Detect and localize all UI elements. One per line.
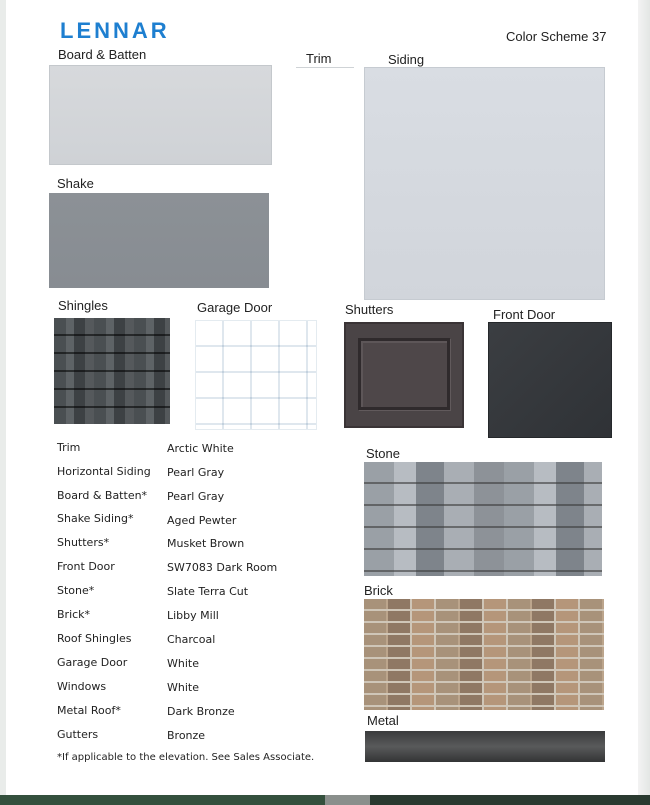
shutter-panel (358, 338, 450, 410)
trim-label: Trim (306, 51, 332, 66)
board-batten-label: Board & Batten (58, 47, 147, 62)
stone-label: Stone (366, 446, 400, 461)
brick-swatch (364, 599, 604, 710)
spec-value: Bronze (167, 729, 206, 742)
spec-item: Stone* (57, 584, 95, 597)
spec-item: Shutters* (57, 536, 110, 549)
shake-swatch (49, 193, 269, 288)
scheme-title: Color Scheme 37 (506, 29, 607, 44)
spec-value: SW7083 Dark Room (167, 561, 278, 574)
bottom-bar-segment (0, 795, 325, 805)
shingles-label: Shingles (58, 298, 108, 313)
spec-value: White (167, 657, 199, 670)
spec-item: Board & Batten* (57, 489, 148, 502)
bottom-bar-segment (370, 795, 650, 805)
trim-swatch (296, 67, 354, 68)
spec-value: Arctic White (167, 442, 234, 455)
spec-item: Horizontal Siding (57, 465, 151, 478)
spec-value: Pearl Gray (167, 490, 225, 503)
spec-item: Front Door (57, 560, 115, 573)
shingles-swatch (54, 318, 170, 424)
spec-value: Aged Pewter (167, 514, 237, 527)
front-door-label: Front Door (493, 307, 556, 322)
garage-door-swatch (195, 320, 317, 430)
spec-value: Charcoal (167, 633, 216, 646)
garage-door-label: Garage Door (197, 300, 273, 315)
siding-label: Siding (388, 52, 425, 67)
bottom-bar-segment (325, 795, 370, 805)
spec-item: Brick* (57, 608, 91, 621)
spec-item: Garage Door (57, 656, 128, 669)
siding-swatch (364, 67, 605, 300)
metal-swatch (365, 731, 605, 762)
spec-value: Pearl Gray (167, 466, 225, 479)
spec-item: Windows (57, 680, 107, 693)
board-batten-swatch (49, 65, 272, 165)
scan-edge-right (638, 0, 650, 805)
spec-value: White (167, 681, 199, 694)
metal-label: Metal (367, 713, 399, 728)
bottom-bar (0, 795, 650, 805)
spec-value: Slate Terra Cut (167, 585, 249, 598)
scan-edge-left (0, 0, 6, 805)
spec-value: Libby Mill (167, 609, 219, 622)
spec-value: Musket Brown (167, 537, 245, 550)
spec-value: Dark Bronze (167, 705, 235, 718)
spec-item: Trim (57, 441, 81, 454)
spec-item: Roof Shingles (57, 632, 132, 645)
spec-item: Gutters (57, 728, 99, 741)
footnote: *If applicable to the elevation. See Sales Associate. (57, 752, 315, 763)
spec-item: Shake Siding* (57, 512, 134, 525)
brand-logo: LENNAR (60, 18, 170, 43)
stone-swatch (364, 462, 602, 576)
brick-label: Brick (364, 583, 393, 598)
shake-label: Shake (57, 176, 94, 191)
front-door-swatch (488, 322, 612, 438)
shutters-label: Shutters (345, 302, 394, 317)
shutters-swatch (344, 322, 464, 428)
spec-item: Metal Roof* (57, 704, 121, 717)
